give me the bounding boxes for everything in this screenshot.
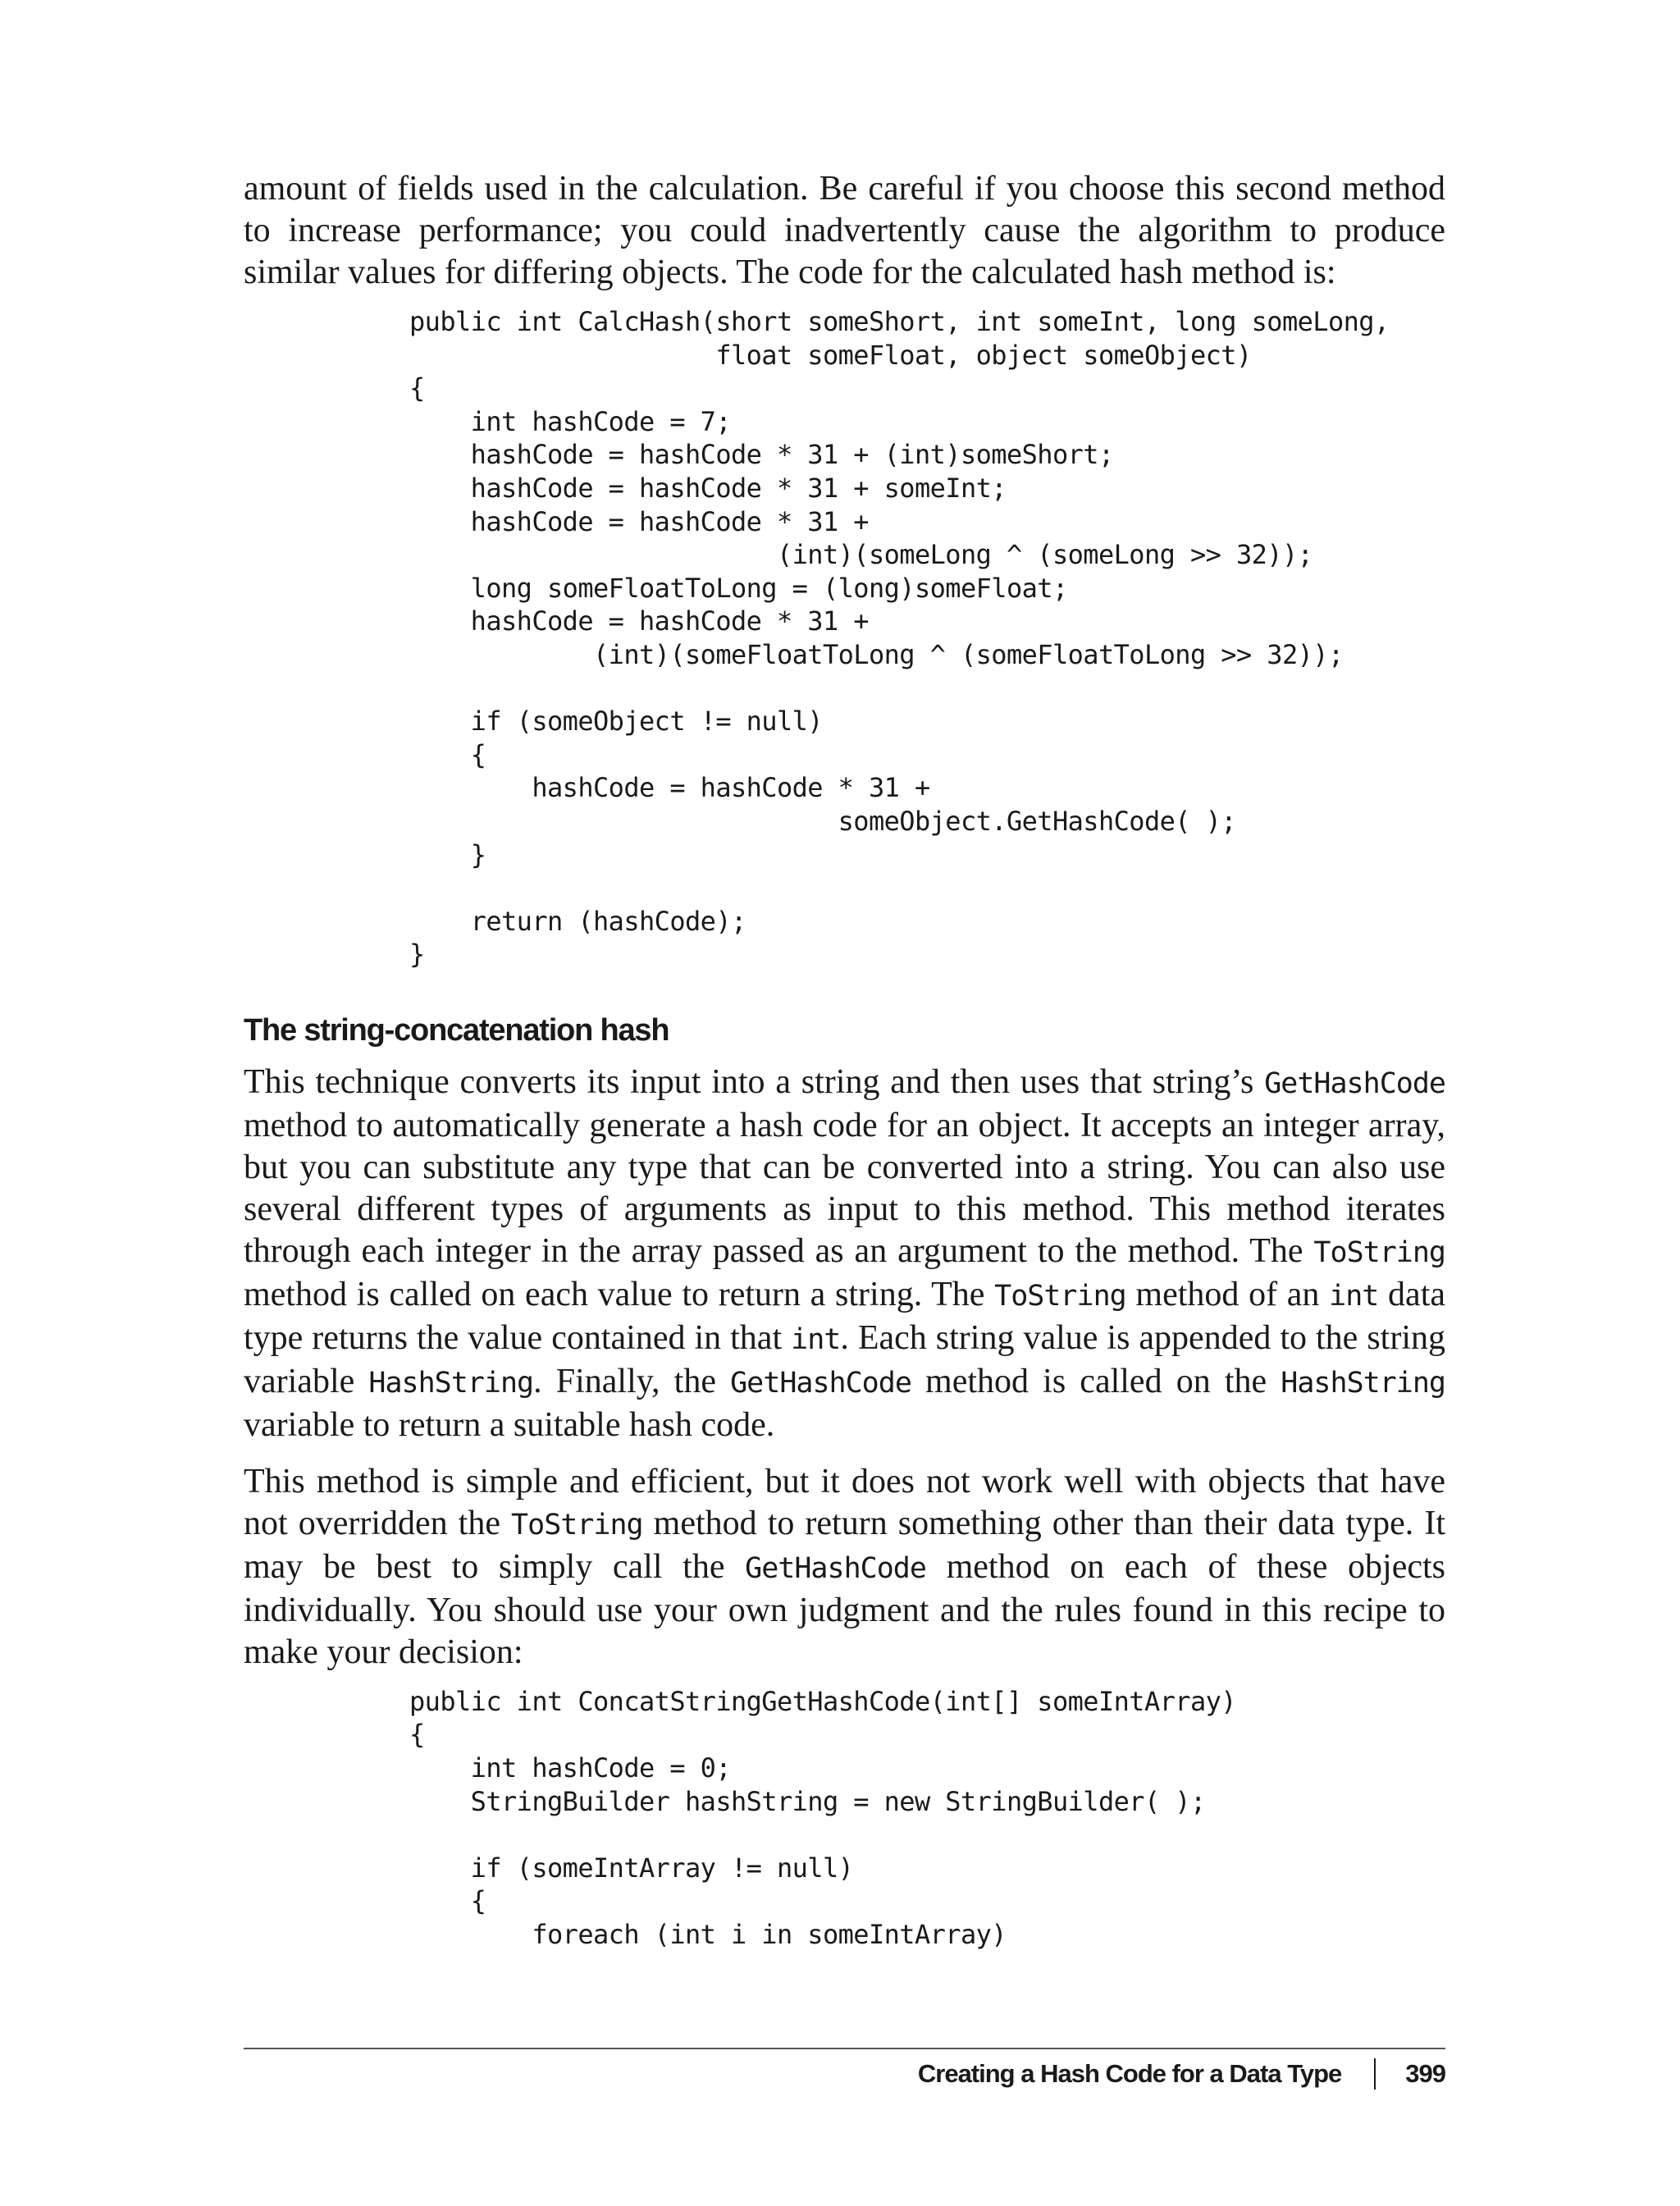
inline-code: HashString xyxy=(1281,1366,1445,1400)
inline-code: HashString xyxy=(368,1366,534,1400)
paragraph-method-notes: This method is simple and efficient, but it does not work well with objects that have not overridden the ToString method to return something other than their data type. It may be best to simply call the GetHashCode method on each of these objects individually. You should use your own judgment and the rules found in this recipe to make your decision: xyxy=(244,1462,1446,1671)
inline-code: ToString xyxy=(511,1508,643,1541)
inline-code: int xyxy=(791,1322,841,1356)
paragraph-technique: This technique converts its input into a string and then uses that string’s GetHashCode method to automatically generate a hash code for an object. It accepts an integer array, but you can substitute any type that can be converted into a string. You can also use several different types of arguments as input to this method. This method iterates through each integer in the array passed as an argument to the method. The ToString method is called on each value to return a string. The ToString method of an int data type returns the value contained in that int. Each string value is appended to the string variable HashString. Finally, the GetHashCode method is called on the HashString variable to return a suitable hash code. xyxy=(244,1062,1446,1444)
footer-title: Creating a Hash Code for a Data Type xyxy=(917,2059,1342,2088)
code-block-calchash: public int CalcHash(short someShort, int someInt, long someLong, float someFloat, object someObject) { int hashCode = 7; hashCode = hashCode * 31 + (int)someShort; hashCode = hashCode * 31 + someInt; hashCode = hashCode * 31 + (int)(someLong ^ (someLong >> 32)); long someFloatToLong = (long)someFloat; hashCode = hashCode * 31 + (int)(someFloatToLong ^ (someFloatToLong >> 32)); if (someObject != null) { hashCode = hashCode * 31 + someObject.GetHashCode( ); } return (hashCode); } xyxy=(409,306,1390,971)
inline-code: ToString xyxy=(1313,1235,1445,1269)
page-content xyxy=(244,168,1445,1952)
page-number: 399 xyxy=(1405,2059,1445,2088)
code-block-concat-hash: public int ConcatStringGetHashCode(int[] someIntArray) { int hashCode = 0; StringBuilder hashString = new StringBuilder( ); if (someIntArray != null) { foreach (int i in someIntArray) xyxy=(409,1685,1236,1951)
inline-code: ToString xyxy=(994,1279,1126,1313)
paragraph-intro: amount of fields used in the calculation. Be careful if you choose this second method to increase performance; you could inadvertently cause the algorithm to produce similar values for differing objects. The code for the calculated hash method is: xyxy=(244,170,1445,291)
inline-code: GetHashCode xyxy=(745,1551,926,1585)
section-heading: The string-concatenation hash xyxy=(244,1012,669,1048)
footer-divider xyxy=(244,2048,1445,2049)
inline-code: int xyxy=(1329,1279,1379,1313)
page-footer xyxy=(918,2051,1445,2097)
inline-code: GetHashCode xyxy=(730,1366,911,1400)
footer-separator xyxy=(1374,2058,1376,2090)
inline-code: GetHashCode xyxy=(1264,1066,1445,1100)
